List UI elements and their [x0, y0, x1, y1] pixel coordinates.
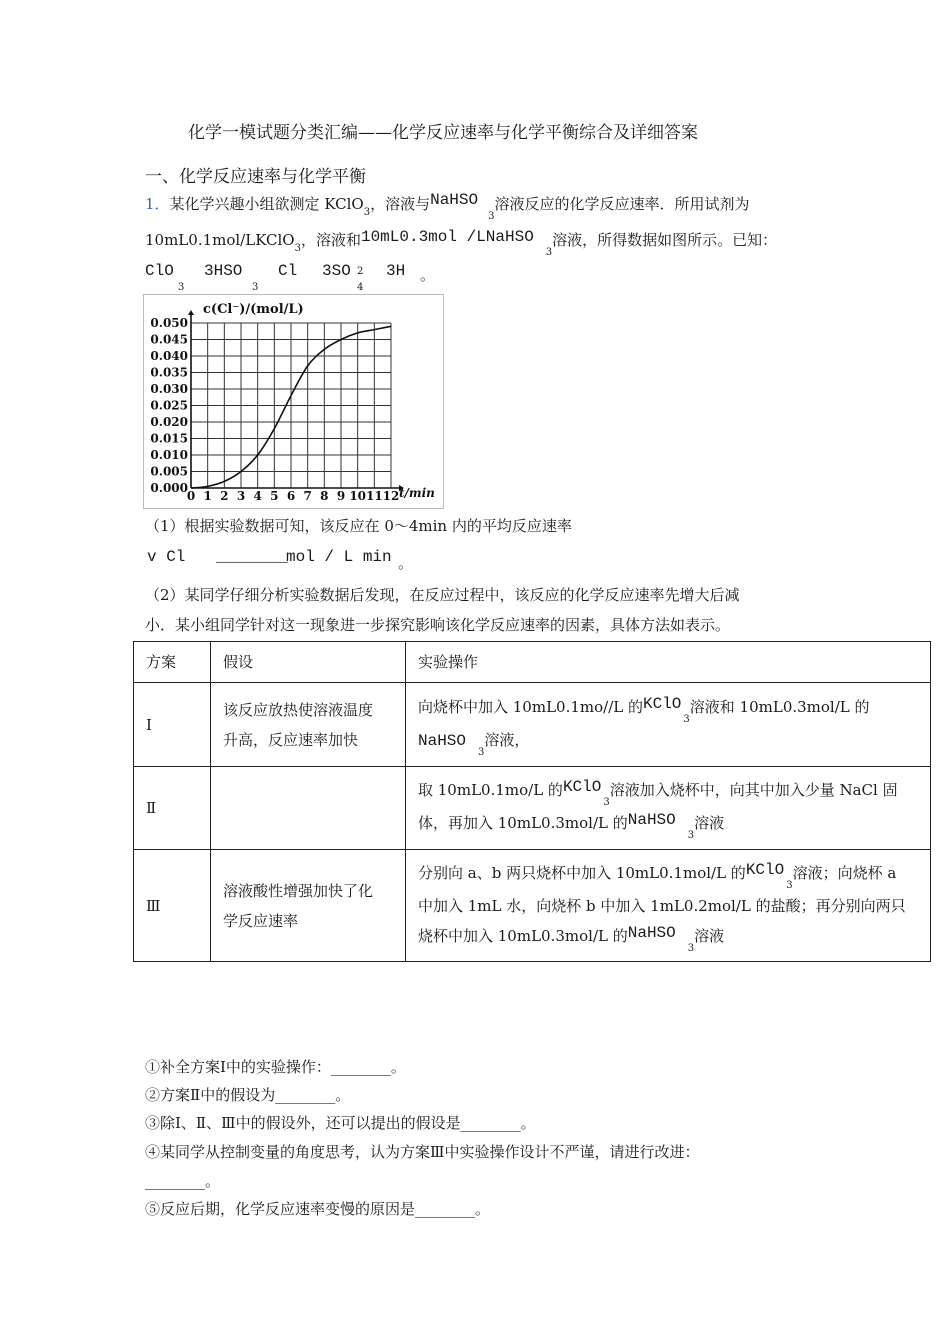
x-tick-label: 4: [253, 489, 262, 503]
question-item-3: ③除Ⅰ、Ⅱ、Ⅲ中的假设外，还可以提出的假设是________。: [145, 1114, 536, 1132]
op-formula: KClO: [562, 778, 602, 796]
y-tick-label: 0.035: [150, 365, 188, 380]
operation-line: [418, 725, 918, 758]
op-formula: NaHSO: [418, 731, 467, 750]
hypothesis-line: 溶液酸性增强加快了化: [223, 881, 374, 900]
hypothesis-line: 学反应速率: [223, 911, 299, 930]
experiment-plan-table: [133, 641, 931, 962]
op-formula: NaHSO: [627, 811, 676, 829]
op-text: 溶液，: [484, 730, 530, 749]
question-1-line-2: [145, 228, 778, 258]
hypothesis-cell-empty[interactable]: [211, 767, 406, 850]
op-sub: 3: [603, 797, 610, 808]
operation-cell: [406, 767, 931, 850]
hypothesis-line: 该反应放热使溶液温度: [223, 700, 374, 719]
x-tick-label: 0: [186, 489, 196, 503]
sub-question-2-line-1: （2）某同学仔细分析实验数据后发现，在反应过程中，该反应的化学反应速率先增大后减: [145, 586, 740, 604]
x-tick-label: 12: [382, 489, 400, 503]
plan-label: Ⅰ: [134, 683, 211, 767]
y-tick-label: 0.050: [150, 316, 188, 330]
x-tick-label: 11: [365, 489, 383, 503]
question-1-line-1: [145, 191, 750, 222]
header-plan: 方案: [134, 642, 211, 683]
q1-sub-b: 3: [488, 211, 495, 222]
op-text: 向烧杯中加入 10mL0.1mo//L 的: [418, 697, 643, 716]
hypothesis-cell: [211, 850, 406, 962]
op-text: 分别向 a、b 两只烧杯中加入 10mL0.1mol/L 的: [418, 863, 746, 882]
eq-sub-1: 3: [178, 282, 185, 293]
chart-frame: [144, 295, 444, 509]
table-row: [134, 767, 931, 850]
eq-hso3: 3HSO: [204, 262, 243, 280]
x-tick-label: 2: [220, 489, 229, 503]
sub-question-1: （1）根据实验数据可知，该反应在 0～4min 内的平均反应速率: [145, 517, 572, 535]
rate-period: 。: [398, 554, 414, 572]
x-tick-label: 5: [270, 489, 279, 503]
question-item-4: ④某同学从控制变量的角度思考，认为方案Ⅲ中实验操作设计不严谨，请进行改进：: [145, 1143, 700, 1161]
question-item-4-blank: ________。: [145, 1172, 221, 1190]
concentration-time-chart: [143, 294, 445, 510]
plan-label: Ⅲ: [134, 850, 211, 962]
op-formula: NaHSO: [627, 923, 676, 942]
section-heading: 一、化学反应速率与化学平衡: [145, 167, 366, 187]
op-formula: KClO: [745, 860, 785, 879]
op-text: 溶液；向烧杯 a: [792, 863, 897, 882]
sub-question-2-line-2: 小．某小组同学针对这一现象进一步探究影响该化学反应速率的因素，具体方法如表示。: [145, 616, 731, 634]
operation-line: [418, 921, 918, 954]
y-axis-label: c(Cl⁻)/(mol/L): [203, 302, 304, 317]
q1-reagent-kclo3: 10mL0.1mol/LKClO: [145, 231, 295, 249]
x-tick-label: 6: [286, 489, 296, 503]
y-tick-label: 0.005: [150, 464, 188, 479]
op-text: 体，再加入 10mL0.3mol/L 的: [418, 814, 628, 832]
table-row: [134, 683, 931, 767]
y-tick-label: 0.025: [150, 398, 188, 413]
eq-so4: 3SO: [322, 262, 351, 280]
page-title: 化学一模试题分类汇编——化学反应速率与化学平衡综合及详细答案: [188, 123, 698, 143]
q1-formula-nahso: NaHSO: [430, 191, 479, 209]
header-operation: 实验操作: [406, 642, 931, 683]
hypothesis-cell: [211, 683, 406, 767]
op-sub: 3: [478, 746, 485, 758]
q1-text-b: ，溶液与: [370, 195, 431, 213]
operation-line: [418, 808, 918, 841]
q1-text-a: 某化学兴趣小组欲测定 KClO: [169, 195, 364, 213]
question-item-2: ②方案Ⅱ中的假设为________。: [145, 1086, 351, 1104]
operation-line: [418, 858, 918, 891]
eq-sup-2: 2: [357, 266, 364, 277]
y-tick-label: 0.010: [150, 448, 188, 462]
table-row: [134, 850, 931, 962]
operation-line: [418, 692, 918, 725]
table-header-row: [134, 642, 931, 683]
x-tick-label: 10: [349, 489, 367, 503]
question-item-5: ⑤反应后期，化学反应速率变慢的原因是________。: [145, 1200, 491, 1218]
op-text: 溶液和 10mL0.3mol/L 的: [689, 697, 870, 716]
x-axis-label: t/min: [399, 486, 435, 500]
op-text: 取 10mL0.1mo/L 的: [418, 781, 563, 799]
y-tick-label: 0.030: [150, 382, 188, 396]
q1-sub-a: 3: [363, 207, 371, 218]
y-tick-label: 0.000: [150, 481, 188, 495]
op-sub: 3: [687, 942, 695, 954]
q1-text-f: ，溶液和: [300, 231, 361, 249]
eq-h: 3H: [386, 262, 406, 280]
q1-text-g: 溶液，所得数据如图所示。已知：: [552, 231, 778, 249]
operation-line: 中加入 1mL 水，向烧杯 b 中加入 1mL0.2mol/L 的盐酸；再分别向两只: [418, 896, 906, 915]
rate-unit: mol / L min: [286, 548, 392, 566]
y-tick-label: 0.040: [150, 349, 188, 363]
eq-cl: Cl: [278, 262, 298, 280]
rate-v-cl: v Cl: [147, 548, 186, 566]
x-tick-label: 3: [236, 489, 246, 503]
y-tick-label: 0.020: [150, 415, 188, 429]
x-tick-label: 1: [203, 489, 212, 503]
eq-period: 。: [420, 266, 436, 284]
y-tick-label: 0.045: [150, 332, 188, 347]
q1-text-e: 溶液反应的化学反应速率．所用试剂为: [494, 195, 750, 213]
operation-line: [418, 775, 918, 808]
eq-clo3: ClO: [145, 262, 174, 280]
q1-sub-d: 3: [545, 247, 553, 258]
operation-cell: [406, 850, 931, 962]
y-tick-labels: [150, 316, 188, 495]
op-text: 烧杯中加入 10mL0.3mol/L 的: [418, 926, 628, 945]
op-text: 溶液加入烧杯中，向其中加入少量 NaCl 固: [609, 781, 898, 799]
q1-reagent-nahso3: 10mL0.3mol /LNaHSO: [360, 228, 534, 246]
op-formula: KClO: [643, 694, 682, 713]
rate-blank[interactable]: ________: [216, 549, 289, 566]
header-hypothesis: 假设: [211, 642, 406, 683]
plan-label: Ⅱ: [134, 767, 211, 850]
op-sub: 3: [786, 879, 793, 891]
eq-sub-4: 4: [357, 282, 364, 293]
x-tick-label: 9: [336, 489, 346, 503]
question-item-1: ①补全方案Ⅰ中的实验操作：________。: [145, 1058, 406, 1076]
op-sub: 3: [683, 713, 690, 725]
op-text: 溶液: [694, 926, 725, 945]
hypothesis-line: 升高，反应速率加快: [223, 730, 359, 749]
question-number: 1．: [145, 195, 170, 213]
op-sub: 3: [687, 830, 695, 841]
q1-sub-c: 3: [294, 243, 301, 254]
eq-sub-2: 3: [252, 282, 259, 293]
x-tick-label: 8: [320, 489, 329, 503]
op-text: 溶液: [694, 814, 725, 832]
x-tick-label: 7: [303, 489, 312, 503]
y-tick-label: 0.015: [150, 431, 188, 446]
operation-cell: [406, 683, 931, 767]
